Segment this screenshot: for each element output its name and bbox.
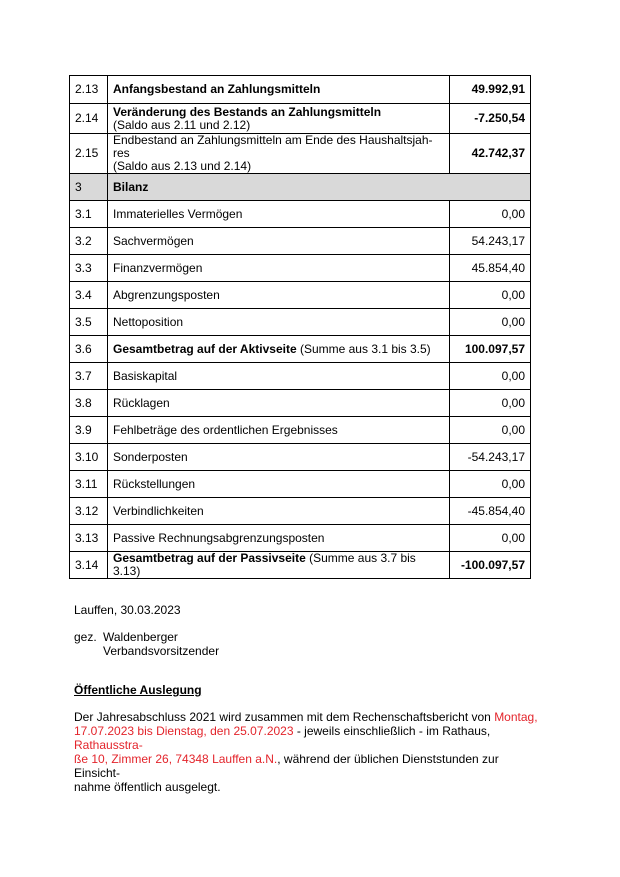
row-value: 42.742,37 — [450, 134, 531, 174]
row-label: Verbindlichkeiten — [108, 498, 450, 525]
row-label: Gesamtbetrag auf der Passivseite — [113, 551, 306, 565]
row-label: Fehlbeträge des ordentlichen Ergebnisses — [108, 417, 450, 444]
row-label-line2: res — [113, 146, 130, 160]
table-row — [70, 134, 531, 174]
row-label-cell — [108, 134, 450, 174]
notice-address: Rathausstra- — [74, 738, 143, 752]
signer-name: Waldenberger — [103, 630, 178, 644]
gez-label: gez. — [74, 630, 97, 644]
section-heading: Öffentliche Auslegung — [74, 683, 202, 697]
row-label-suffix: (Summe aus 3.1 bis 3.5) — [296, 341, 431, 356]
row-label-cell — [108, 552, 450, 579]
row-label: Rücklagen — [108, 390, 450, 417]
row-number: 3.7 — [70, 363, 108, 390]
row-number: 2.13 — [70, 76, 108, 104]
row-value: -100.097,57 — [450, 552, 531, 579]
row-number: 2.15 — [70, 134, 108, 174]
row-value: 45.854,40 — [450, 255, 531, 282]
table-row — [70, 390, 531, 417]
row-label: Gesamtbetrag auf der Aktivseite — [113, 341, 297, 356]
notice-text: - jeweils einschließlich - im Rathaus, — [293, 724, 491, 738]
table-row — [70, 255, 531, 282]
row-number: 3 — [70, 174, 108, 201]
row-number: 3.6 — [70, 336, 108, 363]
table-row — [70, 104, 531, 134]
table-row — [70, 282, 531, 309]
row-sublabel: (Saldo aus 2.11 und 2.12) — [113, 117, 251, 132]
table-row-total — [70, 336, 531, 363]
row-label: Sachvermögen — [108, 228, 450, 255]
row-label: Veränderung des Bestands an Zahlungsmitteln — [113, 104, 382, 119]
row-number: 3.12 — [70, 498, 108, 525]
table-row — [70, 471, 531, 498]
place-date: Lauffen, 30.03.2023 — [74, 603, 181, 617]
row-label-cell — [108, 104, 450, 134]
notice-date-range: Montag, — [494, 710, 538, 724]
table-row — [70, 444, 531, 471]
notice-text: Der Jahresabschluss 2021 wird zusammen mit dem Rechenschaftsbericht von — [74, 710, 495, 724]
signer-role: Verbandsvorsitzender — [103, 644, 220, 658]
row-label: Immaterielles Vermögen — [108, 201, 450, 228]
row-value: 54.243,17 — [450, 228, 531, 255]
row-sublabel: (Saldo aus 2.13 und 2.14) — [113, 159, 252, 173]
row-number: 3.1 — [70, 201, 108, 228]
row-label: Basiskapital — [108, 363, 450, 390]
row-label-suffix: (Summe aus 3.7 bis 3.13) — [113, 551, 416, 578]
table-row — [70, 525, 531, 552]
row-number: 3.8 — [70, 390, 108, 417]
row-number: 3.3 — [70, 255, 108, 282]
row-value: 49.992,91 — [450, 76, 531, 104]
row-value: -45.854,40 — [450, 498, 531, 525]
row-label: Passive Rechnungsabgrenzungsposten — [108, 525, 450, 552]
table-row — [70, 309, 531, 336]
table-row-section-header — [70, 174, 531, 201]
row-number: 2.14 — [70, 104, 108, 134]
notice-date-range: 17.07.2023 bis Dienstag, den 25.07.2023 — [74, 724, 294, 738]
table-row — [70, 201, 531, 228]
signature-block — [74, 630, 219, 658]
row-value: -54.243,17 — [450, 444, 531, 471]
row-number: 3.14 — [70, 552, 108, 579]
row-value: 0,00 — [450, 282, 531, 309]
row-label: Abgrenzungsposten — [108, 282, 450, 309]
row-label: Anfangsbestand an Zahlungsmitteln — [108, 76, 450, 104]
row-value: 0,00 — [450, 390, 531, 417]
financial-table — [69, 75, 531, 579]
row-number: 3.5 — [70, 309, 108, 336]
row-value: 0,00 — [450, 201, 531, 228]
row-value: 0,00 — [450, 417, 531, 444]
notice-paragraph — [74, 710, 544, 794]
row-value: -7.250,54 — [450, 104, 531, 134]
row-label-cell — [108, 336, 450, 363]
notice-address: ße 10, Zimmer 26, 74348 Lauffen a.N. — [74, 752, 278, 766]
row-value: 0,00 — [450, 471, 531, 498]
table-row — [70, 417, 531, 444]
row-number: 3.9 — [70, 417, 108, 444]
row-value: 0,00 — [450, 525, 531, 552]
row-number: 3.11 — [70, 471, 108, 498]
notice-text: , während der üblichen Dienststunden zur Einsicht- — [74, 752, 499, 780]
table-row-total — [70, 552, 531, 579]
row-label: Bilanz — [108, 174, 531, 201]
notice-text: nahme öffentlich ausgelegt. — [74, 780, 221, 794]
row-number: 3.2 — [70, 228, 108, 255]
row-number: 3.10 — [70, 444, 108, 471]
table-row — [70, 76, 531, 104]
row-label: Sonderposten — [108, 444, 450, 471]
table-row — [70, 498, 531, 525]
row-number: 3.4 — [70, 282, 108, 309]
row-label-line1: Endbestand an Zahlungsmitteln am Ende des Haushaltsjah- — [113, 133, 433, 147]
row-label: Nettoposition — [108, 309, 450, 336]
row-label: Rückstellungen — [108, 471, 450, 498]
row-number: 3.13 — [70, 525, 108, 552]
row-value: 0,00 — [450, 309, 531, 336]
table-row — [70, 363, 531, 390]
row-value: 0,00 — [450, 363, 531, 390]
row-label: Finanzvermögen — [108, 255, 450, 282]
table-row — [70, 228, 531, 255]
row-value: 100.097,57 — [450, 336, 531, 363]
